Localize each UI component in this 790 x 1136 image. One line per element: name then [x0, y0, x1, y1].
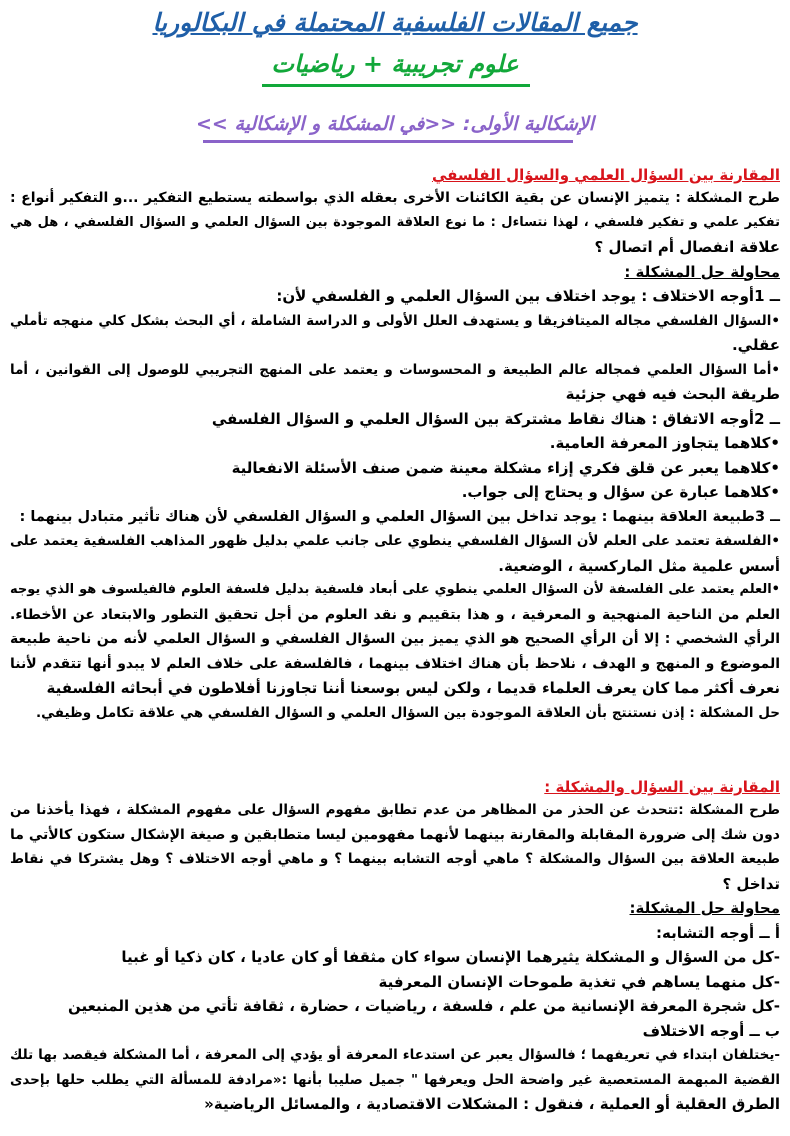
- paragraph-line: ــ 1أوجه الاختلاف : يوجد اختلاف بين السؤال العلمي و الفلسفي لأن:: [276, 287, 780, 305]
- paragraph-line: أ ــ أوجه التشابه:: [656, 923, 780, 942]
- paragraph-line: -كل من السؤال و المشكلة يثيرهما الإنسان سواء كان مثقفا أو كان عاديا ، كان ذكيا أو غبيا: [121, 948, 780, 966]
- paragraph-line: •كلاهما عبارة عن سؤال و يحتاج إلى جواب.: [461, 483, 780, 501]
- paragraph-line: -كل شجرة المعرفة الإنسانية من علم ، فلسفة ، رياضيات ، حضارة ، ثقافة تأتي من هذين المنبعين: [67, 997, 780, 1015]
- paragraph-line: تداخل ؟: [722, 874, 780, 893]
- paragraph-line: •الفلسفة تعتمد على العلم لأن السؤال الفلسفي ينطوي على جانب علمي بدليل ظهور المذاهب الفلسفية يعتمد على: [10, 533, 780, 549]
- paragraph-line: ــ 3طبيعة العلاقة بينهما : يوجد تداخل بين السؤال العلمي و السؤال الفلسفي لأن هناك تأثير متبادل بينهما :: [19, 508, 780, 525]
- problematic-heading: الإشكالية الأولى: <<في المشكلة و الإشكالية >>: [196, 113, 594, 135]
- branch-subtitle: علوم تجريبية + رياضيات: [271, 50, 519, 78]
- subheading: محاولة حل المشكلة:: [629, 899, 780, 917]
- paragraph-line: طرح المشكلة : يتميز الإنسان عن بقية الكائنات الأخرى بعقله الذي بواسطته يستطيع التفكير ...و التفكير أنواع :: [10, 190, 780, 206]
- paragraph-line: العلم من الناحية المنهجية و المعرفية ، و هذا بتقييم و نقد العلوم من أجل تحقيق التطور والابتعاد عن الأخطاء.: [10, 606, 780, 623]
- paragraph-line: •العلم يعتمد على الفلسفة لأن السؤال العلمي ينطوي على أبعاد فلسفية بدليل فلسفة العلوم فالفيلسوف هو الذي يوجه: [10, 582, 780, 597]
- paragraph-line: طريقة البحث فيه فهي جزئية: [565, 385, 780, 403]
- subheading: محاولة حل المشكلة :: [624, 262, 780, 281]
- branch-underline: [262, 84, 530, 87]
- section-2-heading: المقارنة بين السؤال والمشكلة :: [544, 778, 780, 796]
- paragraph-line: طبيعة العلاقة بين السؤال والمشكلة ؟ ماهي أوجه التشابه بينهما ؟ و ماهي أوجه الاختلاف ؟ وهل يشتركا في نقاط: [10, 851, 780, 867]
- section-1-heading: المقارنة بين السؤال العلمي والسؤال الفلسفي: [431, 166, 780, 184]
- problematic-underline: [203, 140, 573, 143]
- paragraph-line: دون شك إلى ضرورة المقابلة والمقارنة بينهما لأنهما مفهومين ليسا متطابقين و صيغة الإشكال ستكون كالأتي ما: [10, 826, 780, 843]
- paragraph-line: •السؤال الفلسفي مجاله الميتافزيقا و يستهدف العلل الأولى و الدراسة الشاملة ، أي البحث بشكل كلي منهجه تأملي: [10, 312, 780, 329]
- paragraph-line: الموضوع و المنهج و الهدف ، نلاحظ بأن هناك اختلاف بينهما ، فالفلسفة على خلاف العلم لا يبدو أنها تتقدم لأننا: [10, 655, 780, 672]
- paragraph-line: •أما السؤال العلمي فمجاله عالم الطبيعة و المحسوسات و يعتمد على المنهج التجريبي للوصول إلى القوانين ، أما: [10, 361, 780, 378]
- paragraph-line: علاقة انفصال أم اتصال ؟: [594, 238, 780, 256]
- paragraph-line: •كلاهما يعبر عن قلق فكري إزاء مشكلة معينة ضمن صنف الأسئلة الانفعالية: [231, 458, 780, 477]
- paragraph-line: تفكير علمي و تفكير فلسفي ، لهذا نتساءل : ما نوع العلاقة الموجودة بين السؤال العلمي و السؤال الفلسفي ، هل هي: [10, 214, 780, 230]
- paragraph-line: طرح المشكلة :تتحدث عن الحذر من المظاهر من عدم تطابق مفهوم السؤال على مفهوم المشكلة ، فهذا يأخذنا من: [10, 802, 780, 818]
- paragraph-line: أسس علمية مثل الماركسية ، الوضعية.: [498, 556, 780, 575]
- paragraph-line: القضية المبهمة المستعصية غير واضحة الحل ويعرفها " جميل صليبا بأنها :«مرادفة للمسألة التي يطلب حلها بإحدى: [10, 1071, 780, 1088]
- section-1: [10, 164, 780, 725]
- section-2: [10, 776, 780, 1117]
- paragraph-line: الطرق العقلية أو العملية ، فنقول : المشكلات الاقتصادية ، والمسائل الرياضية«: [204, 1095, 780, 1113]
- paragraph-line: الرأي الشخصي : إلا أن الرأي الصحيح هو الذي يميز بين السؤال الفلسفي و السؤال العلمي لأنه من ناحية طبيعة: [10, 631, 780, 647]
- paragraph-line: حل المشكلة : إذن نستنتج بأن العلاقة الموجودة بين السؤال العلمي و السؤال الفلسفي هي علاقة تكامل وظيفي.: [35, 704, 780, 721]
- paragraph-line: ب ــ أوجه الاختلاف: [642, 1021, 780, 1040]
- paragraph-line: •كلاهما يتجاوز المعرفة العامية.: [549, 434, 780, 452]
- paragraph-line: نعرف أكثر مما كان يعرف العلماء قديما ، ولكن ليس بوسعنا أننا تجاوزنا أفلاطون في أبحاثه الفلسفية: [46, 679, 780, 697]
- document-title: جميع المقالات الفلسفية المحتملة في البكالوريا: [152, 8, 638, 37]
- paragraph-line: عقلي.: [731, 336, 780, 354]
- paragraph-line: -يختلفان ابتداء في تعريفهما ؛ فالسؤال يعبر عن استدعاء المعرفة أو يؤدي إلى المعرفة ، أما المشكلة فيقصد بها تلك: [10, 1047, 780, 1063]
- paragraph-line: ــ 2أوجه الاتفاق : هناك نقاط مشتركة بين السؤال العلمي و السؤال الفلسفي: [211, 409, 780, 428]
- paragraph-line: -كل منهما يساهم في تغذية طموحات الإنسان المعرفية: [378, 972, 780, 991]
